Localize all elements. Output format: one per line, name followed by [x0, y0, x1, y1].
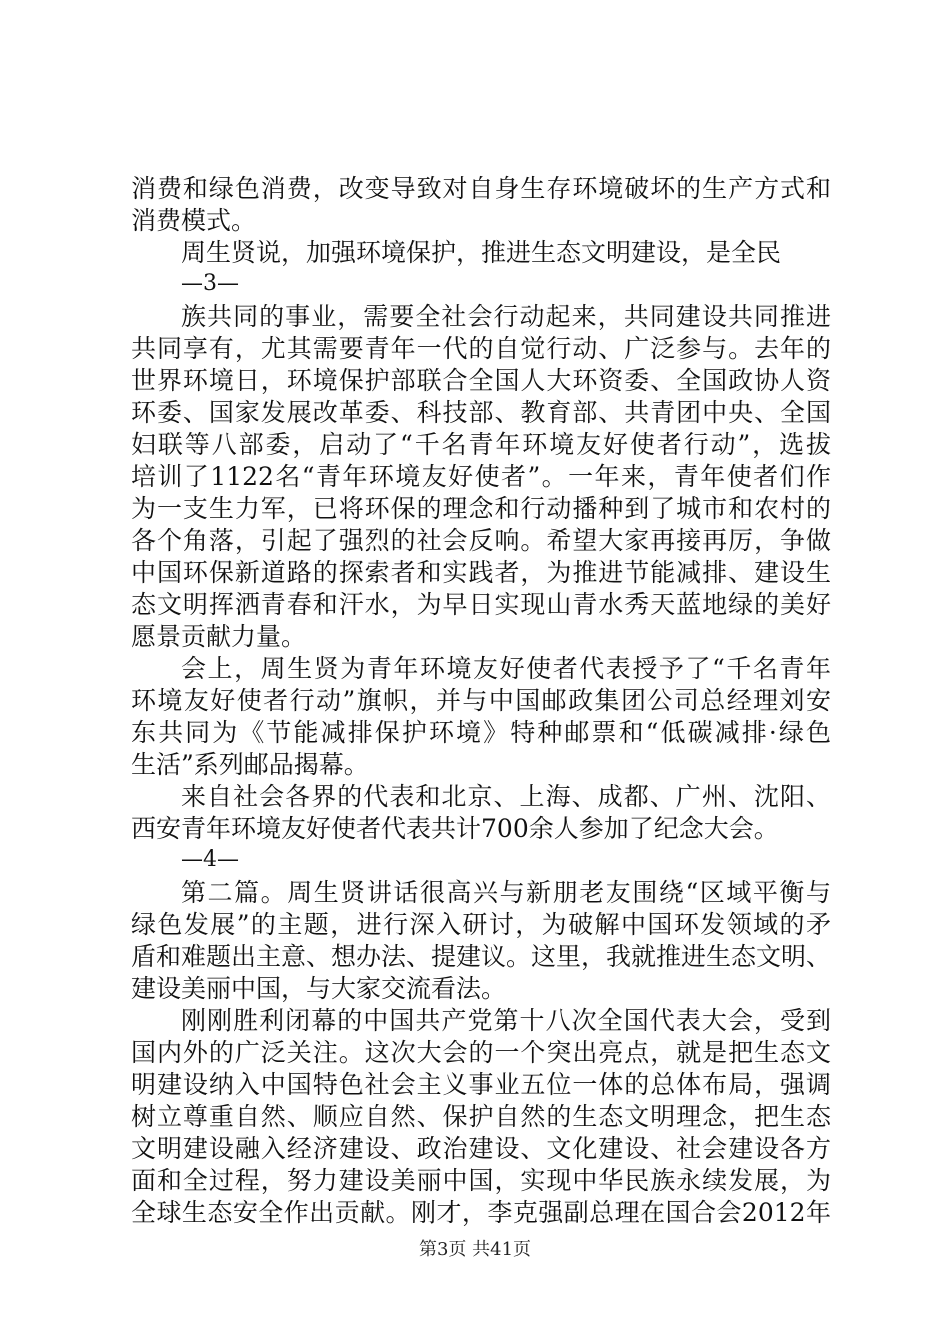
text-line: 态文明挥洒青春和汗水，为早日实现山青水秀天蓝地绿的美好	[131, 590, 831, 619]
text-line: 国内外的广泛关注。这次大会的一个突出亮点，就是把生态文	[131, 1038, 831, 1067]
text-line: 第二篇。周生贤讲话很高兴与新朋老友围绕“区域平衡与	[181, 878, 831, 907]
text-line: 愿景贡献力量。	[131, 622, 307, 651]
text-line: 文明建设融入经济建设、政治建设、文化建设、社会建设各方	[131, 1134, 831, 1163]
text-line: 盾和难题出主意、想办法、提建议。这里，我就推进生态文明、	[131, 942, 831, 971]
text-line: 为一支生力军，已将环保的理念和行动播种到了城市和农村的	[131, 494, 831, 523]
text-line: 共同享有，尤其需要青年一代的自觉行动、广泛参与。去年的	[131, 334, 831, 363]
text-line: 环境友好使者行动”旗帜，并与中国邮政集团公司总经理刘安	[131, 686, 831, 715]
text-line: 面和全过程，努力建设美丽中国，实现中华民族永续发展，为	[131, 1166, 831, 1195]
text-line: 会上，周生贤为青年环境友好使者代表授予了“千名青年	[181, 654, 831, 683]
page-number-marker: —4—	[181, 847, 239, 872]
text-line: 各个角落，引起了强烈的社会反响。希望大家再接再厉，争做	[131, 526, 831, 555]
text-line: 绿色发展”的主题，进行深入研讨，为破解中国环发领域的矛	[131, 910, 831, 939]
text-line: 生活”系列邮品揭幕。	[131, 750, 369, 779]
text-line: 中国环保新道路的探索者和实践者，为推进节能减排、建设生	[131, 558, 831, 587]
text-line: 明建设纳入中国特色社会主义事业五位一体的总体布局，强调	[131, 1070, 831, 1099]
text-line: 来自社会各界的代表和北京、上海、成都、广州、沈阳、	[181, 782, 831, 811]
page-number-marker: —3—	[181, 271, 239, 296]
text-line: 周生贤说，加强环境保护，推进生态文明建设，是全民	[181, 238, 782, 267]
text-line: 刚刚胜利闭幕的中国共产党第十八次全国代表大会，受到	[181, 1006, 831, 1035]
text-line: 消费和绿色消费，改变导致对自身生存环境破坏的生产方式和	[131, 174, 831, 203]
text-line: 建设美丽中国，与大家交流看法。	[131, 974, 507, 1003]
text-line: 族共同的事业，需要全社会行动起来，共同建设共同推进	[181, 302, 831, 331]
text-line: 树立尊重自然、顺应自然、保护自然的生态文明理念，把生态	[131, 1102, 831, 1131]
text-line: 消费模式。	[131, 206, 257, 235]
text-line: 环委、国家发展改革委、科技部、教育部、共青团中央、全国	[131, 398, 831, 427]
text-line: 培训了1122名“青年环境友好使者”。一年来，青年使者们作	[131, 462, 831, 491]
body-text	[131, 173, 831, 1229]
text-line: 全球生态安全作出贡献。刚才，李克强副总理在国合会2012年	[131, 1198, 831, 1227]
text-line: 妇联等八部委，启动了“千名青年环境友好使者行动”，选拔	[131, 430, 831, 459]
text-line: 东共同为《节能减排保护环境》特种邮票和“低碳减排·绿色	[131, 718, 831, 747]
text-line: 世界环境日，环境保护部联合全国人大环资委、全国政协人资	[131, 366, 831, 395]
text-line: 西安青年环境友好使者代表共计700余人参加了纪念大会。	[131, 814, 779, 843]
page-footer: 第3页 共41页	[418, 1239, 532, 1260]
